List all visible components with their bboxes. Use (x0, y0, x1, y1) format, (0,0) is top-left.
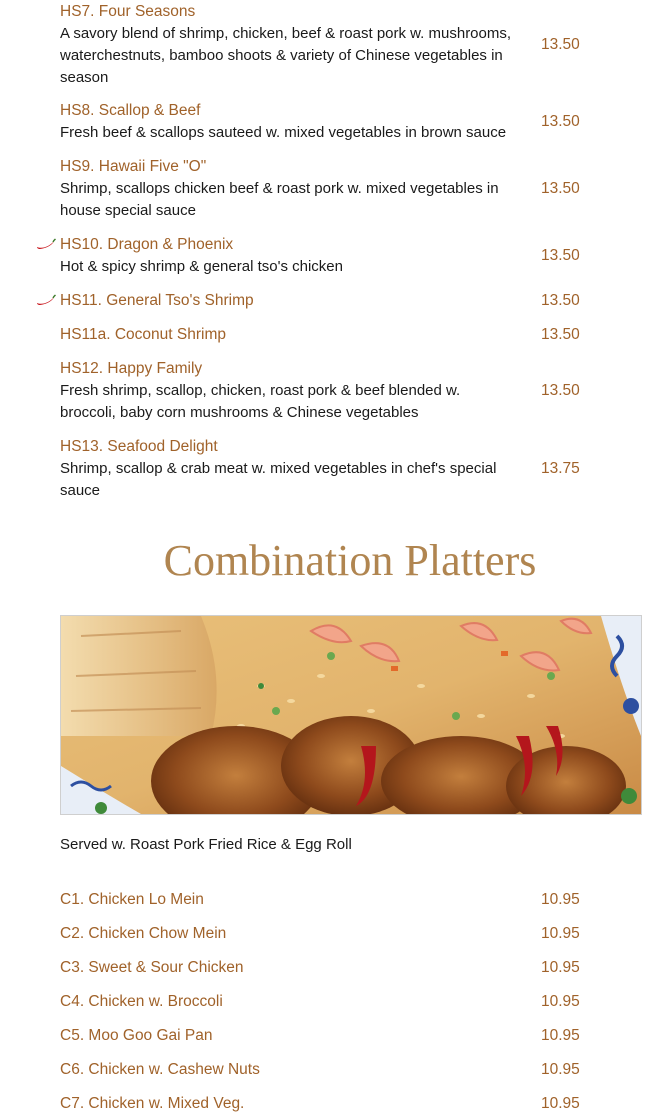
menu-item-name[interactable]: HS9. Hawaii Five "O" (60, 158, 207, 175)
menu-item-description: Fresh beef & scallops sauteed w. mixed vegetables in brown sauce (60, 124, 507, 141)
menu-item-name[interactable]: HS7. Four Seasons (60, 3, 196, 20)
menu-item-price: 10.95 (541, 1061, 580, 1078)
menu-item-c2 (60, 923, 610, 945)
menu-item-c1 (60, 889, 610, 911)
menu-item-hs11 (60, 290, 610, 312)
menu-item-hs8 (60, 100, 610, 144)
menu-item-price: 13.50 (541, 326, 580, 343)
menu-item-description: Shrimp, scallop & crab meat w. mixed vegetables in chef's special sauce (60, 460, 497, 499)
menu-item-price: 10.95 (541, 925, 580, 942)
menu-item-price: 13.50 (541, 113, 580, 130)
menu-item-description: Fresh shrimp, scallop, chicken, roast pork & beef blended w. broccoli, baby corn mushrooms & Chinese vegetables (60, 382, 461, 421)
menu-item-name[interactable]: HS12. Happy Family (60, 360, 203, 377)
menu-item-price: 13.50 (541, 382, 580, 399)
menu-item-name[interactable]: C5. Moo Goo Gai Pan (60, 1027, 213, 1044)
combination-platter-photo (60, 615, 642, 815)
menu-item-price: 10.95 (541, 959, 580, 976)
menu-item-price: 13.50 (541, 247, 580, 264)
menu-item-name[interactable]: HS13. Seafood Delight (60, 438, 218, 455)
menu-item-hs13 (60, 436, 610, 502)
menu-item-name[interactable]: C1. Chicken Lo Mein (60, 891, 204, 908)
menu-item-hs10 (60, 234, 610, 278)
menu-item-price: 13.50 (541, 36, 580, 53)
menu-item-price: 10.95 (541, 1095, 580, 1112)
menu-item-name[interactable]: HS11. General Tso's Shrimp (60, 292, 254, 309)
section-title: Combination Platters (163, 536, 537, 585)
menu-item-price: 13.75 (541, 460, 580, 477)
menu-item-hs12 (60, 358, 610, 424)
menu-item-c7 (60, 1093, 610, 1115)
food-image (61, 616, 641, 814)
menu-item-name[interactable]: C6. Chicken w. Cashew Nuts (60, 1061, 260, 1078)
combination-note: Served w. Roast Pork Fried Rice & Egg Roll (60, 836, 352, 853)
chili-pepper-icon (36, 238, 56, 250)
menu-item-price: 10.95 (541, 891, 580, 908)
menu-item-hs9 (60, 156, 610, 222)
menu-item-name[interactable]: C3. Sweet & Sour Chicken (60, 959, 244, 976)
menu-item-price: 13.50 (541, 180, 580, 197)
chili-pepper-icon (36, 294, 56, 306)
menu-item-price: 13.50 (541, 292, 580, 309)
menu-item-description: A savory blend of shrimp, chicken, beef & roast pork w. mushrooms, waterchestnuts, bamboo shoots & variety of Chinese vegetables in season (60, 25, 512, 86)
menu-item-c6 (60, 1059, 610, 1081)
menu-item-c4 (60, 991, 610, 1013)
menu-item-name[interactable]: HS10. Dragon & Phoenix (60, 236, 234, 253)
menu-item-name[interactable]: C2. Chicken Chow Mein (60, 925, 227, 942)
menu-item-hs7 (60, 1, 610, 89)
menu-item-c3 (60, 957, 610, 979)
menu-item-description: Shrimp, scallops chicken beef & roast pork w. mixed vegetables in house special sauce (60, 180, 499, 219)
menu-item-name[interactable]: C7. Chicken w. Mixed Veg. (60, 1095, 245, 1112)
menu-item-name[interactable]: C4. Chicken w. Broccoli (60, 993, 223, 1010)
menu-item-price: 10.95 (541, 993, 580, 1010)
menu-item-price: 10.95 (541, 1027, 580, 1044)
menu-item-name[interactable]: HS8. Scallop & Beef (60, 102, 201, 119)
menu-item-hs11a (60, 324, 610, 346)
menu-item-name[interactable]: HS11a. Coconut Shrimp (60, 326, 226, 343)
menu-item-description: Hot & spicy shrimp & general tso's chicken (60, 258, 343, 275)
menu-item-c5 (60, 1025, 610, 1047)
